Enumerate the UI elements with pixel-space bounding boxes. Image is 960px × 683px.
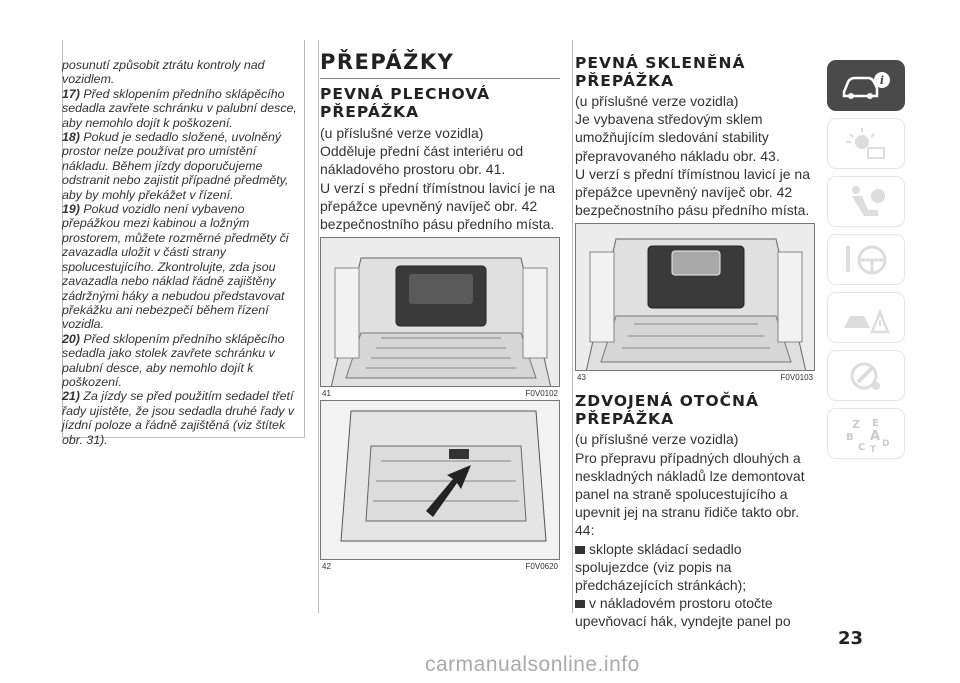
tab-index[interactable] [827,408,905,459]
figure-code: F0V0102 [525,389,558,399]
subsection-heading: PEVNÁ SKLENĚNÁ PŘEPÁŽKA [575,54,746,90]
paragraph: Pro přepravu případných dlouhých a neskladných nákladů lze demontovat panel na straně spolucestujícího a upevnit jej na stranu řidiče takto obr. 44: [575,449,805,539]
paragraph: U verzí s přední třímístnou lavicí je na přepážce upevněný navíječ obr. 42 bezpečnostního pásu předního místa. [320,179,555,233]
paragraph: (u příslušné verze vozidla) [575,431,739,448]
tab-maintenance[interactable] [827,350,905,401]
figure-43 [575,223,815,371]
note-intro: posunutí způsobit ztrátu kontroly nad vozidlem. [62,58,265,87]
note-number: 21) [62,389,80,404]
subsection-heading: PEVNÁ PLECHOVÁ PŘEPÁŽKA [320,85,491,121]
tab-emergency[interactable] [827,292,905,343]
warning-note [62,130,298,202]
note-number: 17) [62,86,80,101]
column-divider [572,40,573,613]
figure-number: 41 [322,389,331,399]
partitions-column [320,50,560,571]
figure-number: 42 [322,562,331,572]
index-letter: Z [852,417,860,431]
bullet-text: sklopte skládací sedadlo spolujezdce (viz popis na předcházejících stránkách); [575,540,747,594]
glass-partition-illustration [576,224,815,371]
note-text: Před sklopením předního sklápěcího sedadla jako stolek zavřete schránku v palubní desce, aby nemohlo dojít k poškození. [62,331,285,389]
warning-note [62,332,298,390]
van-cargo-partition-illustration [321,238,560,387]
svg-text:i: i [879,73,885,87]
steering-wheel-icon [840,240,892,280]
figure-caption [320,562,560,571]
tab-safety[interactable] [827,176,905,227]
tab-driving[interactable] [827,234,905,285]
index-letter: A [870,428,881,444]
tab-car-info[interactable] [827,60,905,111]
paragraph: (u příslušné verze vozidla) [320,125,484,141]
bullet-item [575,594,815,630]
note-text: Pokud vozidlo není vybaveno přepážkou mezi kabinou a ložným prostorem, můžete rozměrné předměty či zavazadla uložit v části strany spolucestujícího. Zkontrolujte, zda jsou zavazadla nebo náklad řádně zajištěny zádržnými háky a nebudou představovat překážku ani nebezpečí během řízení vozidla. [62,202,289,332]
index-letters-icon [840,414,892,454]
figure-code: F0V0103 [780,373,813,383]
bullet-icon [575,546,585,554]
chapter-sidebar [827,60,905,466]
paragraph: Je vybavena středovým sklem umožňujícím sledování stability přepravovaného nákladu obr. 43. [575,111,780,164]
tab-warning-lights[interactable] [827,118,905,169]
page-number: 23 [838,628,864,649]
bullet-text: v nákladovém prostoru otočte upevňovací hák, vyndejte panel po [575,595,791,630]
airbag-seat-icon [840,182,892,222]
warning-note [62,87,298,130]
emergency-icon [840,298,892,338]
note-text: Před sklopením předního sklápěcího sedadla zavřete schránku v palubní desce, aby nemohlo dojít k poškození. [62,86,297,130]
seatbelt-retractor-illustration [321,401,560,560]
figure-code: F0V0620 [525,562,558,572]
index-letter: T [870,444,877,454]
paragraph: Odděluje přední část interiéru od nákladového prostoru obr. 41. [320,143,524,178]
warning-lights-icon [840,124,892,164]
watermark: carmanualsonline.info [425,653,640,676]
figure-caption [575,373,815,382]
figure-caption [320,389,560,398]
car-info-icon [840,66,892,106]
index-letter: D [882,438,890,449]
glass-partition-column [575,54,815,631]
index-letter: E [872,417,879,429]
note-number: 19) [62,202,80,217]
section-heading: PŘEPÁŽKY [320,50,455,74]
notes-column [62,40,298,447]
figure-number: 43 [577,373,586,383]
column-divider [318,40,319,613]
paragraph: U verzí s přední třímístnou lavicí je na přepážce upevněný navíječ obr. 42 bezpečnostního pásu předního místa. [575,165,810,219]
note-number: 18) [62,130,80,145]
note-number: 20) [62,331,80,346]
bullet-item [575,540,815,595]
maintenance-icon [840,356,892,396]
paragraph: (u příslušné verze vozidla) [575,93,739,109]
index-letter: C [858,441,866,453]
note-text: Pokud je sedadlo složené, uvolněný prostor nelze používat pro umístění nákladu. Během jízdy doporučujeme odstranit nebo zajistit případné předměty, aby by mohly překážet v řízení. [62,130,289,202]
figure-42 [320,400,560,560]
subsection-heading: ZDVOJENÁ OTOČNÁ PŘEPÁŽKA [575,392,759,429]
warning-note [62,202,298,332]
notes-list [62,87,298,447]
index-letter: B [846,431,854,443]
warning-note [62,389,298,447]
heading-rule [320,78,560,79]
figure-41 [320,237,560,387]
bullet-icon [575,600,585,608]
note-text: Za jízdy se před použitím sedadel třetí řady ujistěte, že jsou sedadla druhé řady v jízdní poloze a řádně zajištěná (viz štítek obr. 31). [62,389,295,447]
